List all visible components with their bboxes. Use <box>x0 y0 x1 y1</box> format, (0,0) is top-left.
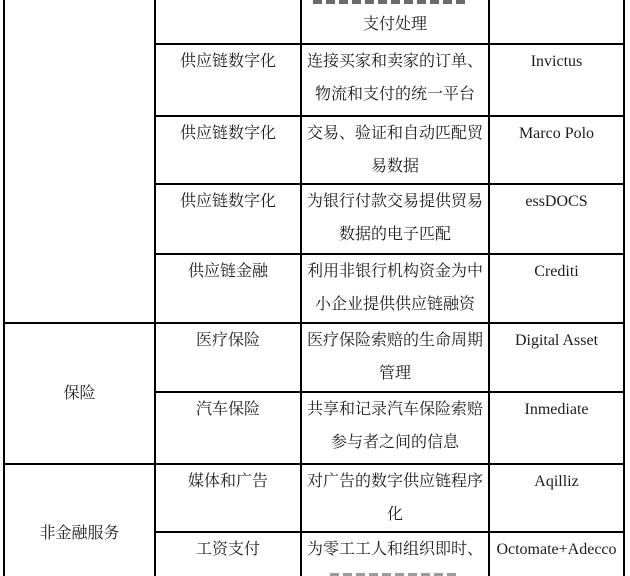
company-label: Inmediate <box>524 401 589 418</box>
company-cell <box>489 532 624 576</box>
company-cell <box>489 392 624 464</box>
subcategory-label: 供应链数字化 <box>179 125 276 142</box>
category-label: 保险 <box>63 385 96 402</box>
description-cell <box>301 254 489 323</box>
category-cell <box>4 323 155 464</box>
description-line: 为银行付款交易提供贸易 <box>306 193 483 210</box>
description-line: 易数据 <box>370 158 419 175</box>
subcategory-label: 供应链数字化 <box>179 193 276 210</box>
company-label: Marco Polo <box>518 125 595 142</box>
description-line: 管理 <box>378 365 411 382</box>
category-cell <box>4 0 155 323</box>
description-line: 对广告的数字供应链程序 <box>306 473 483 490</box>
subcategory-label: 工资支付 <box>195 541 260 558</box>
description-line: 小企业提供供应链融资 <box>314 296 475 313</box>
subcategory-cell <box>155 464 301 532</box>
table-row <box>4 464 624 532</box>
subcategory-label: 汽车保险 <box>195 401 260 418</box>
description-line: 交易、验证和自动匹配贸 <box>306 125 483 142</box>
company-cell <box>489 184 624 254</box>
subcategory-cell <box>155 392 301 464</box>
subcategory-label: 供应链数字化 <box>179 53 276 70</box>
company-label: Crediti <box>534 263 579 280</box>
description-line: 利用非银行机构资金为中 <box>306 263 483 280</box>
company-cell <box>489 44 624 116</box>
description-cell <box>301 184 489 254</box>
company-label: Aqilliz <box>534 473 579 490</box>
description-line: 参与者之间的信息 <box>330 434 459 451</box>
description-line: 共享和记录汽车保险索赔 <box>306 401 483 418</box>
subcategory-cell <box>155 254 301 323</box>
description-cell <box>301 44 489 116</box>
subcategory-cell <box>155 116 301 184</box>
description-line: 为零工工人和组织即时、 <box>306 541 483 558</box>
description-cell <box>301 392 489 464</box>
category-label: 非金融服务 <box>39 525 120 542</box>
company-cell <box>489 0 624 44</box>
category-cell <box>4 464 155 576</box>
description-line: 数据的电子匹配 <box>338 226 451 243</box>
company-label: Invictus <box>530 53 583 70</box>
subcategory-label: 媒体和广告 <box>187 473 268 490</box>
subcategory-cell <box>155 44 301 116</box>
description-line: 化 <box>386 506 403 523</box>
description-cell <box>301 464 489 532</box>
description-cell <box>301 116 489 184</box>
subcategory-label: 医疗保险 <box>195 332 260 349</box>
table-row <box>4 323 624 392</box>
description-cell <box>301 323 489 392</box>
subcategory-cell <box>155 0 301 44</box>
description-line: 连接买家和卖家的订单、 <box>306 53 483 70</box>
description-line: 支付处理 <box>362 16 427 33</box>
subcategory-label: 供应链金融 <box>187 263 268 280</box>
description-line: 医疗保险索赔的生命周期 <box>306 332 483 349</box>
company-cell <box>489 464 624 532</box>
fintech-usecase-table <box>3 0 625 576</box>
description-cell <box>301 0 489 44</box>
company-label: Octomate+Adecco <box>496 541 617 558</box>
subcategory-cell <box>155 323 301 392</box>
description-cell <box>301 532 489 576</box>
subcategory-cell <box>155 532 301 576</box>
company-cell <box>489 116 624 184</box>
company-cell <box>489 323 624 392</box>
company-cell <box>489 254 624 323</box>
subcategory-cell <box>155 184 301 254</box>
description-line: 物流和支付的统一平台 <box>314 86 475 103</box>
company-label: Digital Asset <box>514 332 599 349</box>
table-row <box>4 0 624 44</box>
company-label: essDOCS <box>525 193 588 210</box>
